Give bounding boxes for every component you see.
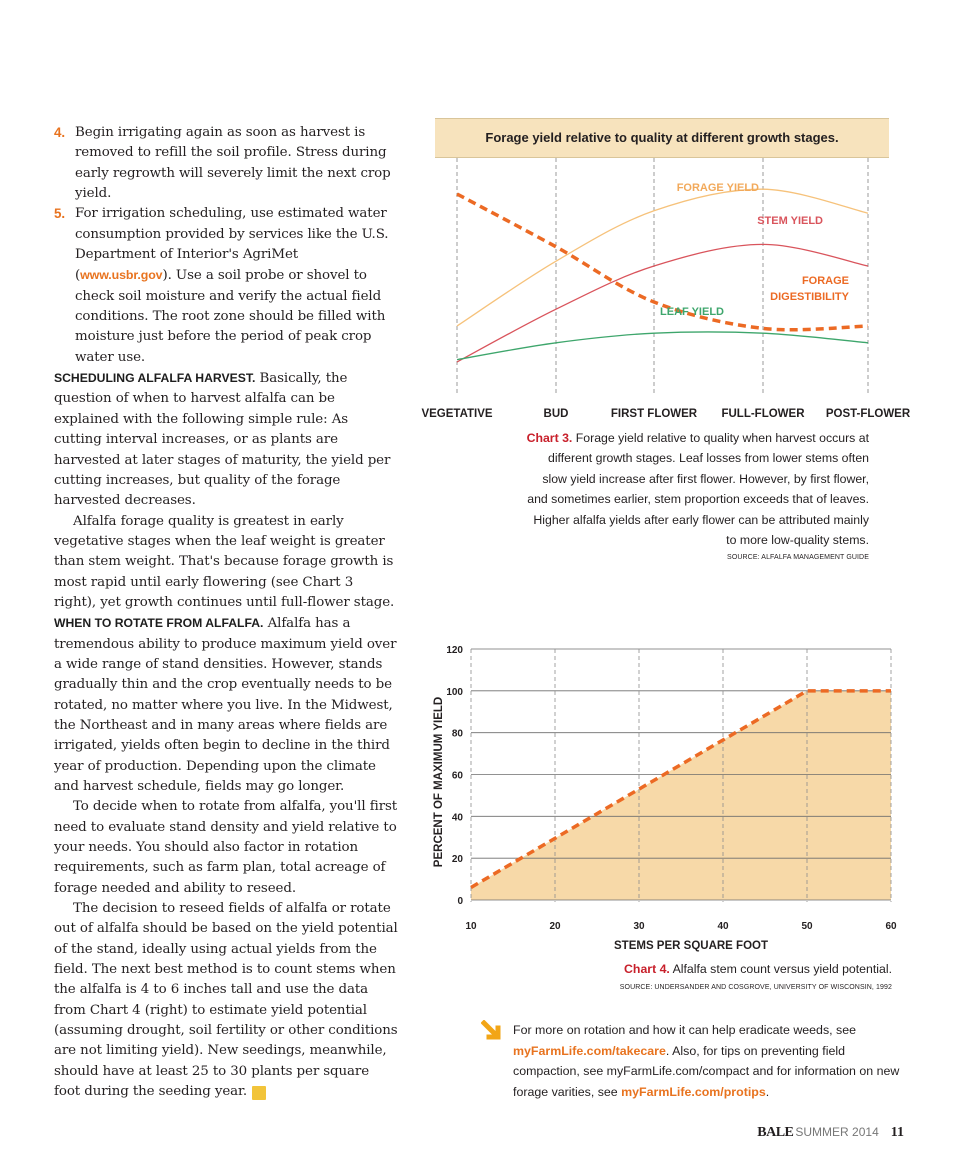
chart-4-y-tick-label: 40	[451, 812, 463, 824]
chart-4-y-tick-label: 100	[446, 686, 463, 698]
chart-4-x-tick-label: 60	[885, 921, 897, 932]
chart-4-y-tick-label: 120	[446, 645, 463, 656]
chart-3-series-line	[457, 332, 868, 360]
chart-4-y-tick-label: 60	[451, 770, 463, 782]
decide-paragraph: To decide when to rotate from alfalfa, you'll first need to evaluate stand density and yield relative to your needs. You should also factor in rotation requirements, such as farm plan, total acreage of forage needed and ability to reseed.	[54, 799, 398, 896]
chart-3-series-label: STEM YIELD	[757, 215, 823, 227]
chart-4-caption-label: Chart 4.	[624, 962, 670, 976]
list-item-5	[54, 204, 398, 368]
chart-4-y-tick-label: 80	[451, 728, 463, 740]
chart-4-x-tick-label: 50	[801, 921, 813, 932]
paragraph-text: The decision to reseed fields of alfalfa or rotate out of alfalfa should be based on the yield potential of the stand, ideally using actual yields from the field. The next best method is to count stems when the alfalfa is 4 to 6 inches tall and use the data from Chart 4 (right) to estimate yield potential (assuming drought, soil fertility or other conditions are not limiting yield). New seedings, meanwhile, should have at least 25 to 30 plants per square foot during the seeding year.	[54, 901, 398, 1100]
chart-3-caption-label: Chart 3.	[526, 431, 573, 445]
chart-3-series-label: LEAF YIELD	[660, 306, 724, 318]
chart-4-x-tick-label: 20	[549, 921, 561, 932]
paragraph-text: Basically, the question of when to harvest alfalfa can be explained with the following simple rule: As cutting interval increases, or as plants are harvested at later stages of maturity, the yield per cutting increases, but quality of the forage harvested decreases.	[54, 371, 391, 509]
harvest-paragraph	[54, 368, 398, 511]
usbr-link[interactable]: www.usbr.gov	[80, 268, 163, 283]
arrow-down-right-icon	[481, 1020, 503, 1042]
chart-3-series-label	[770, 275, 850, 303]
chart-3-title: Forage yield relative to quality at different growth stages.	[435, 118, 889, 158]
chart-4-y-tick-label: 20	[451, 854, 463, 866]
list-item-text: ). Use a soil probe or shovel to check soil moisture and verify the actual field conditions. The root zone should be filled with moisture just before the period of peak crop water use.	[75, 268, 386, 365]
article-body	[54, 123, 398, 1103]
more-info-note	[513, 1020, 908, 1102]
chart-3-series-label: FORAGE YIELD	[676, 182, 759, 194]
page-footer	[757, 1125, 904, 1141]
chart-3-category-label: FIRST FLOWER	[610, 408, 698, 420]
chart-3-source: SOURCE: ALFALFA MANAGEMENT GUIDE	[727, 554, 869, 561]
list-item-text: For irrigation scheduling, use estimated water consumption provided by services like the U.S. Department of Interior's AgriMet (	[75, 206, 389, 284]
chart-3-plot	[421, 118, 915, 428]
end-mark-icon: B	[252, 1086, 266, 1100]
chart-3-category-label: FULL-FLOWER	[721, 408, 805, 420]
list-item-text: Begin irrigating again as soon as harvest is removed to refill the soil profile. Stress during early regrowth will severely limit the next crop yield.	[75, 125, 391, 202]
chart-3-caption	[520, 428, 869, 550]
chart-3	[421, 118, 915, 428]
note-text: . Also, for tips on preventing field compaction, see myFarmLife.com/compact and for information on new forage varities, see	[513, 1043, 900, 1099]
chart-4-y-axis-title: PERCENT OF MAXIMUM YIELD	[433, 696, 445, 868]
paragraph-text: Alfalfa has a tremendous ability to produce maximum yield over a wide range of stand densities. However, stands gradually thin and the crop eventually needs to be rotated, no matter where you live. In the Midwest, the Northeast and in many areas where fields are irrigated, yields often begin to decline in the third year of production. Depending upon the climate and harvest schedule, fields may go longer.	[54, 616, 397, 794]
reseed-paragraph	[54, 899, 398, 1102]
list-item-4	[54, 123, 398, 204]
takecare-link[interactable]: myFarmLife.com/takecare	[513, 1043, 666, 1058]
magazine-name: BALE	[757, 1125, 794, 1140]
chart-3-series-line	[457, 244, 868, 362]
rotate-heading: WHEN TO ROTATE FROM ALFALFA.	[54, 616, 264, 631]
quality-paragraph: Alfalfa forage quality is greatest in early vegetative stages when the leaf weight is greater than stem weight. That's because forage growth is most rapid until early flowering (see Chart 3 right), yet growth continues until full-flower stage.	[54, 513, 395, 610]
chart-3-series-label-line: DIGESTIBILITY	[770, 291, 849, 303]
list-number: 4.	[54, 125, 65, 140]
rotate-paragraph	[54, 613, 398, 797]
chart-4-source: SOURCE: UNDERSANDER AND COSGROVE, UNIVERSITY OF WISCONSIN, 1992	[619, 984, 892, 991]
chart-4-area-fill	[471, 691, 891, 900]
chart-4	[425, 638, 915, 958]
chart-3-category-label: BUD	[543, 408, 569, 420]
chart-3-caption-text: Forage yield relative to quality when harvest occurs at different growth stages. Leaf losses from lower stems often slow yield increase after first flower. However, by first flower, and sometimes earlier, stem proportion exceeds that of leaves. Higher alfalfa yields after early flower can be attributed mainly to more low-quality stems.	[527, 431, 869, 548]
chart-4-x-tick-label: 10	[465, 921, 477, 932]
chart-3-category-label: VEGETATIVE	[421, 408, 493, 420]
chart-3-category-label: POST-FLOWER	[825, 408, 911, 420]
chart-4-x-tick-label: 30	[633, 921, 645, 932]
chart-4-plot	[425, 638, 915, 958]
page-number: 11	[890, 1125, 904, 1140]
harvest-heading: SCHEDULING ALFALFA HARVEST.	[54, 371, 256, 386]
chart-4-caption	[520, 959, 892, 979]
chart-4-x-tick-label: 40	[717, 921, 729, 932]
issue-label: SUMMER 2014	[795, 1125, 879, 1139]
chart-4-caption-text: Alfalfa stem count versus yield potential.	[669, 962, 892, 976]
chart-4-x-axis-title: STEMS PER SQUARE FOOT	[614, 940, 768, 952]
protips-link[interactable]: myFarmLife.com/protips	[621, 1084, 766, 1099]
list-number: 5.	[54, 206, 65, 222]
note-text: .	[765, 1084, 770, 1099]
chart-3-series-label-line: FORAGE	[801, 275, 849, 287]
note-text: For more on rotation and how it can help eradicate weeds, see	[513, 1023, 857, 1037]
chart-4-y-tick-label: 0	[457, 896, 463, 907]
